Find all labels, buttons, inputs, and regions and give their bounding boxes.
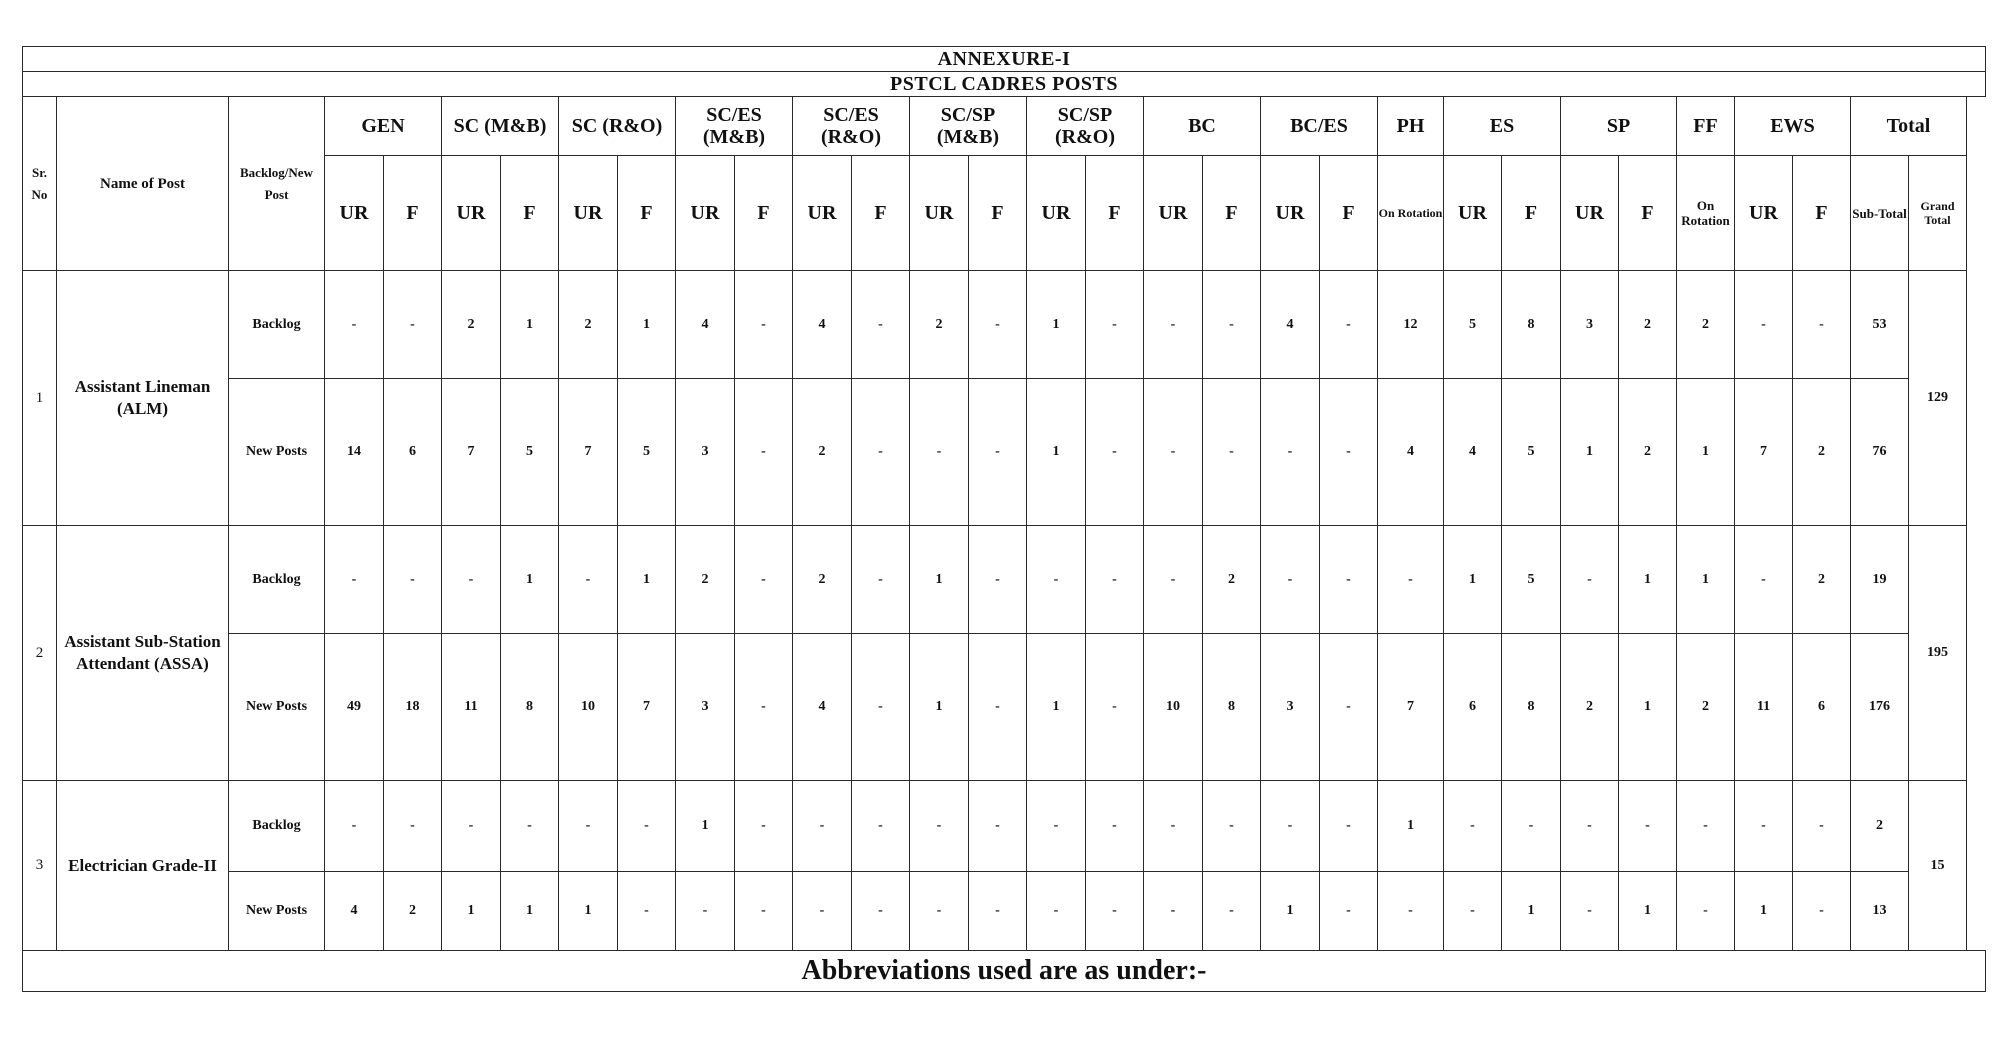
value-cell: 7 xyxy=(618,634,676,781)
value-cell: 7 xyxy=(559,379,618,526)
header-f: F xyxy=(1619,156,1677,271)
value-cell: 1 xyxy=(501,872,559,951)
header-f: F xyxy=(969,156,1027,271)
value-cell: - xyxy=(1144,379,1203,526)
header-group-sc-sp-mb: SC/SP (M&B) xyxy=(910,97,1027,156)
value-cell: 12 xyxy=(1378,271,1444,379)
value-cell: - xyxy=(1561,526,1619,634)
grand-total-cell: 15 xyxy=(1909,781,1967,951)
table-row xyxy=(23,271,1986,379)
header-ur: UR xyxy=(325,156,384,271)
value-cell: - xyxy=(384,526,442,634)
value-cell: - xyxy=(1203,781,1261,872)
value-cell: 10 xyxy=(1144,634,1203,781)
value-cell: - xyxy=(969,526,1027,634)
value-cell: 2 xyxy=(910,271,969,379)
value-cell: 1 xyxy=(501,271,559,379)
value-cell: 1 xyxy=(1619,634,1677,781)
value-cell: - xyxy=(1203,379,1261,526)
value-cell: 4 xyxy=(1261,271,1320,379)
value-cell: - xyxy=(735,781,793,872)
value-cell: 2 xyxy=(1203,526,1261,634)
value-cell: - xyxy=(1027,781,1086,872)
grand-total-cell: 195 xyxy=(1909,526,1967,781)
value-cell: 6 xyxy=(1444,634,1502,781)
header-ur: UR xyxy=(1261,156,1320,271)
header-f: F xyxy=(1320,156,1378,271)
value-cell: - xyxy=(793,781,852,872)
value-cell: - xyxy=(969,872,1027,951)
value-cell: - xyxy=(1261,781,1320,872)
value-cell: 1 xyxy=(910,526,969,634)
header-group-ews: EWS xyxy=(1735,97,1851,156)
value-cell: - xyxy=(1561,781,1619,872)
header-f: F xyxy=(1086,156,1144,271)
value-cell: 1 xyxy=(618,271,676,379)
header-ph-on-rotation: On Rotation xyxy=(1378,156,1444,271)
annexure-sheet xyxy=(22,46,1986,992)
value-cell: - xyxy=(1203,271,1261,379)
annexure-title: ANNEXURE-I xyxy=(23,47,1986,72)
value-cell: 8 xyxy=(1502,634,1561,781)
value-cell: 1 xyxy=(1677,526,1735,634)
value-cell: - xyxy=(1320,634,1378,781)
header-sr-no: Sr. No xyxy=(23,97,57,271)
value-cell: - xyxy=(1793,271,1851,379)
value-cell: - xyxy=(735,634,793,781)
value-cell: 3 xyxy=(1261,634,1320,781)
header-group-sc-ro: SC (R&O) xyxy=(559,97,676,156)
value-cell: - xyxy=(1677,781,1735,872)
value-cell: 2 xyxy=(1619,379,1677,526)
table-row xyxy=(23,634,1986,781)
value-cell: - xyxy=(1561,872,1619,951)
header-f: F xyxy=(618,156,676,271)
value-cell: 1 xyxy=(1027,379,1086,526)
value-cell: - xyxy=(1735,271,1793,379)
sub-total-cell: 76 xyxy=(1851,379,1909,526)
value-cell: 4 xyxy=(793,634,852,781)
value-cell: - xyxy=(1320,781,1378,872)
row-type-cell: New Posts xyxy=(229,379,325,526)
header-grand-total: Grand Total xyxy=(1909,156,1967,271)
value-cell: - xyxy=(969,271,1027,379)
sr-no-cell: 2 xyxy=(23,526,57,781)
value-cell: - xyxy=(735,379,793,526)
header-ur: UR xyxy=(559,156,618,271)
value-cell: 1 xyxy=(1619,526,1677,634)
value-cell: 2 xyxy=(1793,379,1851,526)
value-cell: 8 xyxy=(1203,634,1261,781)
value-cell: 1 xyxy=(618,526,676,634)
value-cell: - xyxy=(735,526,793,634)
value-cell: 4 xyxy=(325,872,384,951)
value-cell: 4 xyxy=(676,271,735,379)
table-row xyxy=(23,781,1986,872)
value-cell: 1 xyxy=(1261,872,1320,951)
value-cell: 2 xyxy=(1619,271,1677,379)
row-type-cell: Backlog xyxy=(229,271,325,379)
value-cell: - xyxy=(910,781,969,872)
value-cell: 5 xyxy=(1444,271,1502,379)
header-f: F xyxy=(501,156,559,271)
value-cell: - xyxy=(1619,781,1677,872)
header-f: F xyxy=(1502,156,1561,271)
value-cell: - xyxy=(618,781,676,872)
value-cell: - xyxy=(852,872,910,951)
value-cell: 1 xyxy=(1444,526,1502,634)
row-type-cell: Backlog xyxy=(229,781,325,872)
header-group-total: Total xyxy=(1851,97,1967,156)
value-cell: 49 xyxy=(325,634,384,781)
grand-total-cell: 129 xyxy=(1909,271,1967,526)
value-cell: - xyxy=(1378,526,1444,634)
header-group-sc-es-ro: SC/ES (R&O) xyxy=(793,97,910,156)
value-cell: 5 xyxy=(618,379,676,526)
value-cell: - xyxy=(1086,271,1144,379)
value-cell: - xyxy=(852,271,910,379)
header-f: F xyxy=(1793,156,1851,271)
value-cell: 11 xyxy=(442,634,501,781)
value-cell: 2 xyxy=(1677,271,1735,379)
value-cell: - xyxy=(1444,781,1502,872)
value-cell: 1 xyxy=(1677,379,1735,526)
post-name-cell: Assistant Lineman (ALM) xyxy=(57,271,229,526)
header-f: F xyxy=(735,156,793,271)
header-group-ff: FF xyxy=(1677,97,1735,156)
sr-no-cell: 3 xyxy=(23,781,57,951)
value-cell: - xyxy=(910,379,969,526)
value-cell: 1 xyxy=(1561,379,1619,526)
header-group-bc-es: BC/ES xyxy=(1261,97,1378,156)
header-group-bc: BC xyxy=(1144,97,1261,156)
header-ff-on-rotation: On Rotation xyxy=(1677,156,1735,271)
value-cell: 4 xyxy=(793,271,852,379)
value-cell: - xyxy=(1793,872,1851,951)
value-cell: 14 xyxy=(325,379,384,526)
header-ur: UR xyxy=(676,156,735,271)
value-cell: 11 xyxy=(1735,634,1793,781)
value-cell: - xyxy=(969,634,1027,781)
value-cell: 3 xyxy=(1561,271,1619,379)
value-cell: - xyxy=(1086,872,1144,951)
value-cell: - xyxy=(852,781,910,872)
sub-total-cell: 176 xyxy=(1851,634,1909,781)
value-cell: 10 xyxy=(559,634,618,781)
value-cell: - xyxy=(1677,872,1735,951)
value-cell: 1 xyxy=(442,872,501,951)
value-cell: - xyxy=(1203,872,1261,951)
header-group-gen: GEN xyxy=(325,97,442,156)
value-cell: - xyxy=(618,872,676,951)
post-name-cell: Electrician Grade-II xyxy=(57,781,229,951)
header-group-sp: SP xyxy=(1561,97,1677,156)
value-cell: - xyxy=(501,781,559,872)
value-cell: - xyxy=(1144,781,1203,872)
table-row xyxy=(23,526,1986,634)
value-cell: - xyxy=(1502,781,1561,872)
header-name-of-post: Name of Post xyxy=(57,97,229,271)
table-body xyxy=(23,271,1986,951)
value-cell: 2 xyxy=(1677,634,1735,781)
value-cell: 1 xyxy=(559,872,618,951)
header-group-ph: PH xyxy=(1378,97,1444,156)
header-ur: UR xyxy=(910,156,969,271)
abbreviations-heading: Abbreviations used are as under:- xyxy=(23,951,1986,992)
header-ur: UR xyxy=(1144,156,1203,271)
value-cell: 4 xyxy=(1444,379,1502,526)
value-cell: - xyxy=(1320,872,1378,951)
value-cell: - xyxy=(325,781,384,872)
value-cell: 3 xyxy=(676,379,735,526)
header-ur: UR xyxy=(1561,156,1619,271)
value-cell: - xyxy=(1378,872,1444,951)
header-ur: UR xyxy=(1735,156,1793,271)
value-cell: 2 xyxy=(442,271,501,379)
value-cell: 5 xyxy=(501,379,559,526)
header-group-sc-mb: SC (M&B) xyxy=(442,97,559,156)
value-cell: - xyxy=(1086,781,1144,872)
table-row xyxy=(23,379,1986,526)
header-ur: UR xyxy=(1027,156,1086,271)
value-cell: 1 xyxy=(1735,872,1793,951)
value-cell: 4 xyxy=(1378,379,1444,526)
value-cell: - xyxy=(1793,781,1851,872)
header-f: F xyxy=(852,156,910,271)
sub-total-cell: 19 xyxy=(1851,526,1909,634)
value-cell: - xyxy=(1735,526,1793,634)
value-cell: 5 xyxy=(1502,379,1561,526)
value-cell: 8 xyxy=(1502,271,1561,379)
value-cell: 1 xyxy=(676,781,735,872)
value-cell: - xyxy=(1144,872,1203,951)
header-f: F xyxy=(384,156,442,271)
value-cell: - xyxy=(384,781,442,872)
value-cell: - xyxy=(676,872,735,951)
row-type-cell: Backlog xyxy=(229,526,325,634)
value-cell: - xyxy=(1086,526,1144,634)
value-cell: 3 xyxy=(676,634,735,781)
value-cell: 1 xyxy=(1502,872,1561,951)
value-cell: - xyxy=(442,526,501,634)
value-cell: 2 xyxy=(384,872,442,951)
header-ur: UR xyxy=(1444,156,1502,271)
value-cell: - xyxy=(735,872,793,951)
value-cell: 1 xyxy=(1378,781,1444,872)
table-row xyxy=(23,872,1986,951)
value-cell: 8 xyxy=(501,634,559,781)
value-cell: 1 xyxy=(1027,271,1086,379)
sub-total-cell: 13 xyxy=(1851,872,1909,951)
value-cell: 5 xyxy=(1502,526,1561,634)
value-cell: 18 xyxy=(384,634,442,781)
value-cell: - xyxy=(1261,526,1320,634)
value-cell: - xyxy=(442,781,501,872)
header-f: F xyxy=(1203,156,1261,271)
value-cell: - xyxy=(735,271,793,379)
value-cell: - xyxy=(1444,872,1502,951)
header-backlog-new-post: Backlog/New Post xyxy=(229,97,325,271)
cadre-posts-table xyxy=(22,46,1986,992)
header-ur: UR xyxy=(793,156,852,271)
row-type-cell: New Posts xyxy=(229,872,325,951)
header-group-sc-es-mb: SC/ES (M&B) xyxy=(676,97,793,156)
value-cell: - xyxy=(325,526,384,634)
value-cell: - xyxy=(969,379,1027,526)
value-cell: - xyxy=(1086,634,1144,781)
value-cell: 2 xyxy=(793,379,852,526)
row-type-cell: New Posts xyxy=(229,634,325,781)
value-cell: 6 xyxy=(384,379,442,526)
value-cell: - xyxy=(1320,271,1378,379)
value-cell: 1 xyxy=(910,634,969,781)
value-cell: 2 xyxy=(793,526,852,634)
value-cell: - xyxy=(559,526,618,634)
value-cell: 6 xyxy=(1793,634,1851,781)
value-cell: - xyxy=(384,271,442,379)
header-sub-total: Sub-Total xyxy=(1851,156,1909,271)
value-cell: - xyxy=(1027,526,1086,634)
value-cell: - xyxy=(793,872,852,951)
value-cell: 7 xyxy=(1378,634,1444,781)
value-cell: - xyxy=(325,271,384,379)
value-cell: - xyxy=(1735,781,1793,872)
value-cell: - xyxy=(852,379,910,526)
header-group-es: ES xyxy=(1444,97,1561,156)
post-name-cell: Assistant Sub-Station Attendant (ASSA) xyxy=(57,526,229,781)
value-cell: - xyxy=(910,872,969,951)
sub-total-cell: 53 xyxy=(1851,271,1909,379)
value-cell: 2 xyxy=(1793,526,1851,634)
value-cell: - xyxy=(852,634,910,781)
value-cell: - xyxy=(1320,379,1378,526)
header-group-sc-sp-ro: SC/SP (R&O) xyxy=(1027,97,1144,156)
value-cell: 7 xyxy=(442,379,501,526)
sub-total-cell: 2 xyxy=(1851,781,1909,872)
value-cell: - xyxy=(969,781,1027,872)
value-cell: - xyxy=(1144,271,1203,379)
value-cell: - xyxy=(559,781,618,872)
value-cell: - xyxy=(1261,379,1320,526)
value-cell: - xyxy=(1086,379,1144,526)
value-cell: - xyxy=(1320,526,1378,634)
value-cell: - xyxy=(1144,526,1203,634)
value-cell: 2 xyxy=(559,271,618,379)
value-cell: 2 xyxy=(676,526,735,634)
value-cell: - xyxy=(852,526,910,634)
value-cell: 7 xyxy=(1735,379,1793,526)
value-cell: 1 xyxy=(1619,872,1677,951)
header-ur: UR xyxy=(442,156,501,271)
sr-no-cell: 1 xyxy=(23,271,57,526)
value-cell: 1 xyxy=(1027,634,1086,781)
value-cell: 1 xyxy=(501,526,559,634)
value-cell: - xyxy=(1027,872,1086,951)
table-title: PSTCL CADRES POSTS xyxy=(23,72,1986,97)
value-cell: 2 xyxy=(1561,634,1619,781)
